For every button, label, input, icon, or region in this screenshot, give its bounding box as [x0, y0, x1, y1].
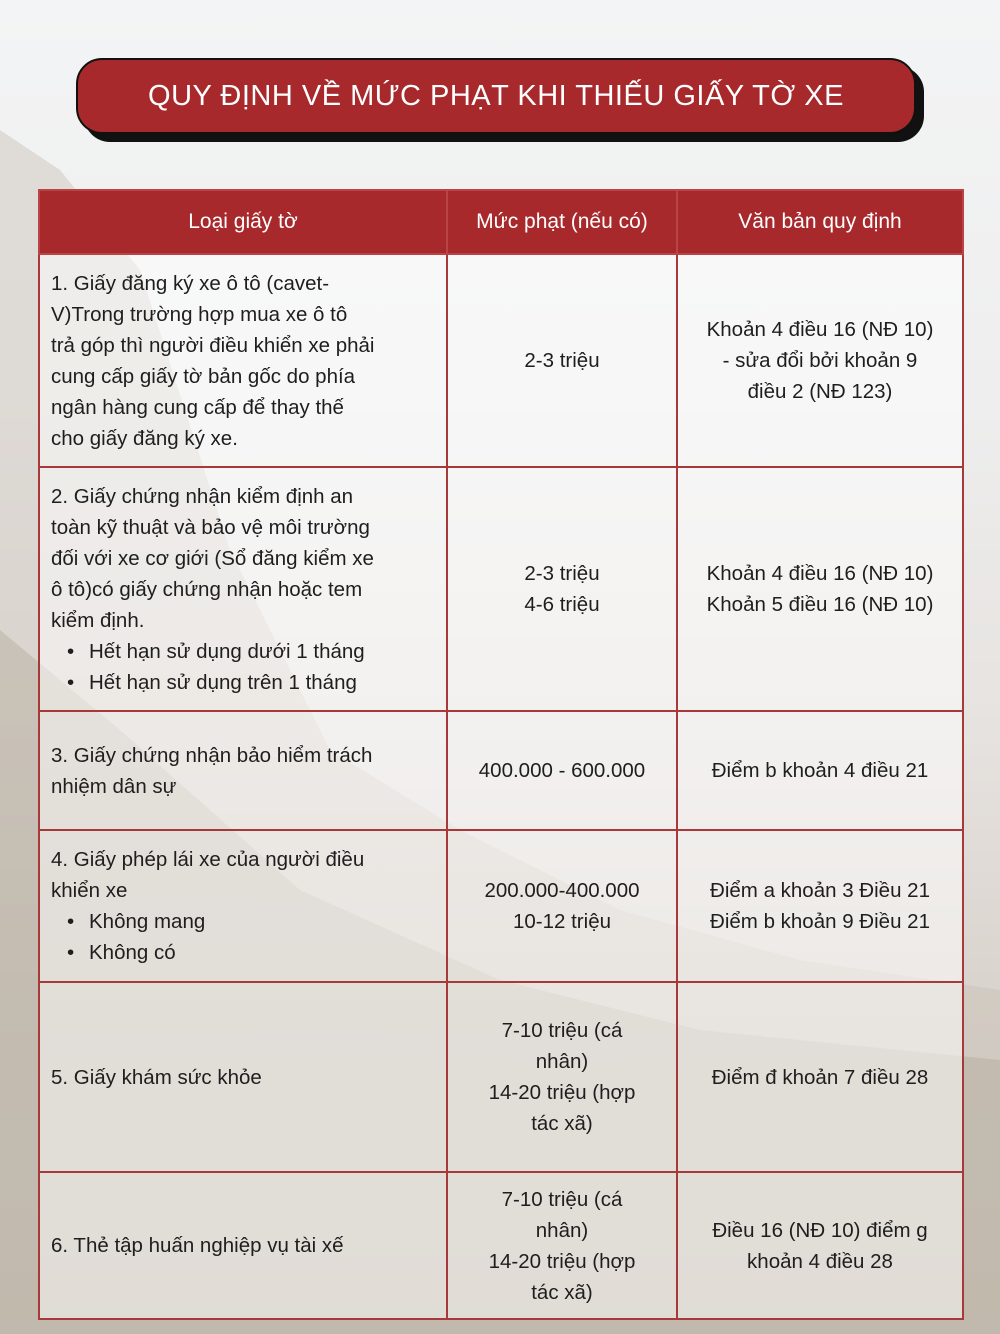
table-row — [39, 467, 963, 711]
fine-cell-line: tác xã) — [531, 1280, 593, 1304]
regulation-cell-line: Điểm đ khoản 7 điều 28 — [711, 1065, 929, 1089]
regulation-cell-line: khoản 4 điều 28 — [747, 1249, 893, 1273]
fine-cell-line: 14-20 triệu (hợp — [488, 1249, 636, 1273]
document-type-cell-line: 5. Giấy khám sức khỏe — [51, 1065, 262, 1089]
fine-cell-line: 400.000 - 600.000 — [478, 759, 646, 782]
fine-cell-line: 7-10 triệu (cá — [501, 1019, 623, 1042]
header-document-type: Loại giấy tờ — [39, 190, 447, 254]
regulation-cell-line: Điểm b khoản 4 điều 21 — [711, 759, 929, 782]
document-type-cell-line: đối với xe cơ giới (Sổ đăng kiểm xe — [51, 546, 374, 570]
regulation-cell-line: Khoản 5 điều 16 (NĐ 10) — [706, 593, 934, 616]
document-type-cell-line: 4. Giấy phép lái xe của người điều — [51, 848, 365, 871]
document-type-cell-line: cho giấy đăng ký xe. — [51, 426, 238, 450]
penalty-table — [38, 189, 964, 1320]
fine-cell-line: nhân) — [535, 1218, 589, 1242]
document-type-cell-line: kiểm định. — [51, 608, 145, 632]
document-type-cell — [39, 982, 447, 1172]
page-title: QUY ĐỊNH VỀ MỨC PHẠT KHI THIẾU GIẤY TỜ XE — [76, 58, 916, 134]
document-type-cell-line: nhiệm dân sự — [51, 774, 177, 798]
fine-cell — [447, 254, 677, 467]
fine-cell-line: tác xã) — [531, 1112, 593, 1135]
bullet-item: • Hết hạn sử dụng trên 1 tháng — [51, 667, 436, 698]
document-type-cell-line: trả góp thì người điều khiển xe phải — [51, 333, 375, 357]
regulation-cell — [677, 830, 963, 982]
table-row — [39, 254, 963, 467]
document-type-cell — [39, 711, 447, 830]
document-type-cell — [39, 467, 447, 711]
fine-cell-line: 14-20 triệu (hợp — [488, 1081, 636, 1104]
fine-cell-line: nhân) — [535, 1050, 589, 1073]
document-type-cell-line: 2. Giấy chứng nhận kiểm định an — [51, 484, 354, 508]
regulation-cell-line: Khoản 4 điều 16 (NĐ 10) — [706, 562, 934, 585]
document-type-cell-line: V)Trong trường hợp mua xe ô tô — [51, 302, 348, 326]
fine-cell — [447, 711, 677, 830]
document-type-cell-line: toàn kỹ thuật và bảo vệ môi trường — [51, 515, 370, 539]
fine-cell-line: 2-3 triệu — [524, 562, 600, 585]
regulation-cell — [677, 467, 963, 711]
fine-cell — [447, 830, 677, 982]
fine-cell-line: 7-10 triệu (cá — [501, 1187, 623, 1211]
table-row — [39, 830, 963, 982]
bullet-item: • Hết hạn sử dụng dưới 1 tháng — [51, 636, 436, 667]
fine-cell-line: 200.000-400.000 — [484, 879, 640, 902]
regulation-cell — [677, 711, 963, 830]
fine-cell — [447, 1172, 677, 1319]
fine-cell-line: 2-3 triệu — [524, 349, 600, 372]
table-row — [39, 1172, 963, 1319]
regulation-cell-line: Điều 16 (NĐ 10) điểm g — [712, 1218, 928, 1242]
fine-cell-line: 4-6 triệu — [524, 593, 600, 616]
document-type-cell-line: 1. Giấy đăng ký xe ô tô (cavet- — [51, 271, 330, 295]
document-type-cell-line: 3. Giấy chứng nhận bảo hiểm trách — [51, 743, 373, 767]
regulation-cell-line: Điểm b khoản 9 Điều 21 — [710, 910, 930, 933]
fine-cell-line: 10-12 triệu — [512, 910, 611, 933]
document-type-cell-line: cung cấp giấy tờ bản gốc do phía — [51, 364, 356, 388]
document-type-cell-line: khiển xe — [51, 879, 128, 902]
regulation-cell — [677, 1172, 963, 1319]
table-row — [39, 982, 963, 1172]
regulation-cell-line: - sửa đổi bởi khoản 9 — [722, 349, 918, 372]
bullet-item: • Không mang — [51, 906, 436, 937]
document-type-cell — [39, 830, 447, 982]
document-type-cell-line: ngân hàng cung cấp để thay thế — [51, 395, 344, 419]
regulation-cell — [677, 982, 963, 1172]
table-row — [39, 711, 963, 830]
regulation-cell-line: Khoản 4 điều 16 (NĐ 10) — [706, 318, 934, 341]
regulation-cell-line: Điểm a khoản 3 Điều 21 — [710, 879, 930, 902]
fine-cell — [447, 467, 677, 711]
title-banner — [76, 58, 916, 134]
fine-cell — [447, 982, 677, 1172]
bullet-item: • Không có — [51, 937, 436, 968]
document-type-cell — [39, 1172, 447, 1319]
document-type-cell-line: 6. Thẻ tập huấn nghiệp vụ tài xế — [51, 1234, 344, 1257]
regulation-cell — [677, 254, 963, 467]
header-regulation: Văn bản quy định — [677, 190, 963, 254]
document-type-cell — [39, 254, 447, 467]
header-fine: Mức phạt (nếu có) — [447, 190, 677, 254]
regulation-cell-line: điều 2 (NĐ 123) — [747, 380, 893, 403]
document-type-cell-line: ô tô)có giấy chứng nhận hoặc tem — [51, 577, 363, 601]
